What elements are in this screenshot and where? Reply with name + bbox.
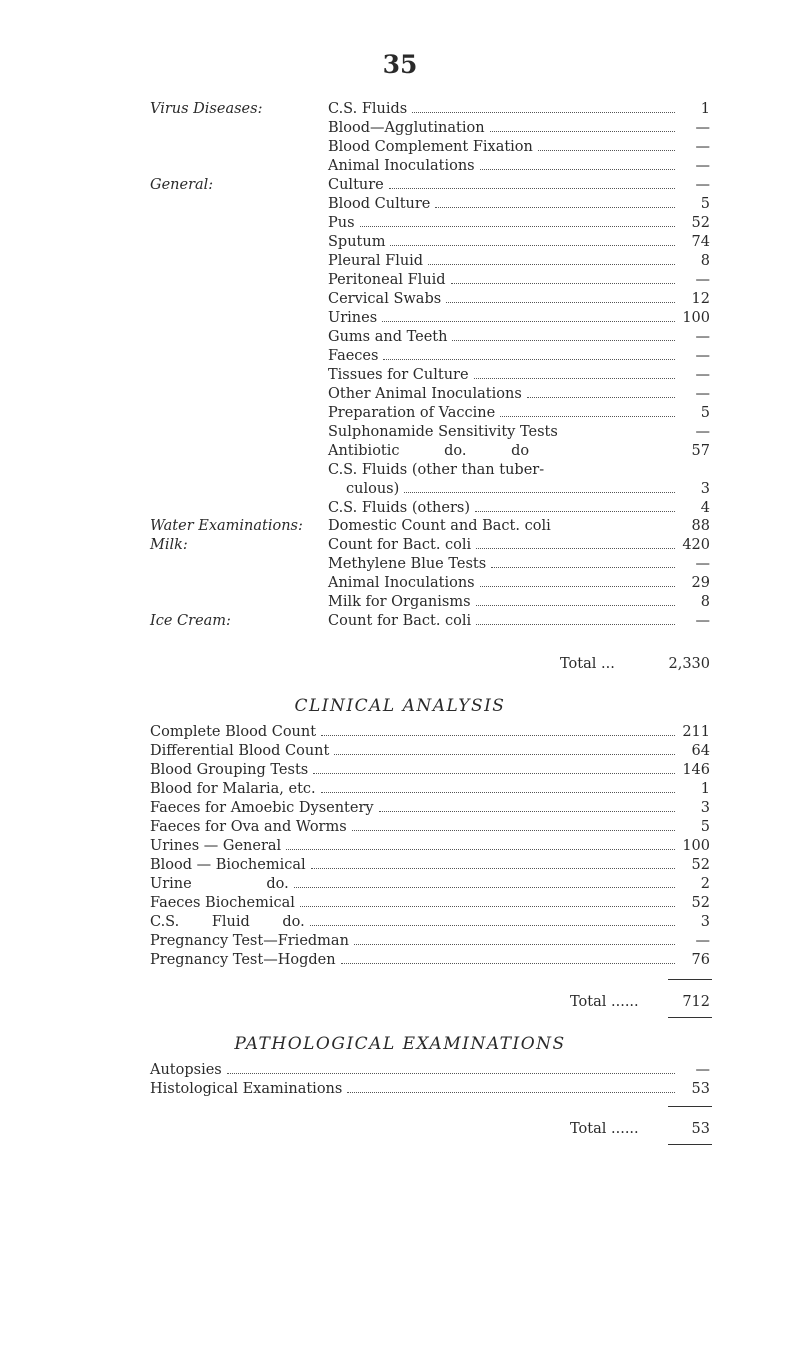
item-label: Faeces for Amoebic Dysentery bbox=[150, 800, 374, 816]
item-label: Peritoneal Fluid bbox=[328, 272, 446, 288]
table-row bbox=[328, 157, 710, 176]
item-value: 29 bbox=[691, 575, 710, 591]
table-row bbox=[328, 100, 710, 119]
item-value: — bbox=[695, 120, 710, 136]
item-value: — bbox=[695, 613, 710, 629]
item-label: Gums and Teeth bbox=[328, 329, 448, 345]
table-row bbox=[328, 385, 710, 404]
item-value: 100 bbox=[682, 838, 710, 854]
table-row bbox=[328, 536, 710, 555]
item-value: 5 bbox=[700, 196, 710, 212]
item-label: Count for Bact. coli bbox=[328, 537, 472, 553]
item-value: 88 bbox=[691, 518, 710, 534]
item-value: — bbox=[695, 158, 710, 174]
item-value: 146 bbox=[682, 762, 710, 778]
item-label: Faeces for Ova and Worms bbox=[150, 819, 347, 835]
item-value: — bbox=[695, 1062, 710, 1078]
item-value: 52 bbox=[691, 895, 710, 911]
table-row bbox=[150, 723, 710, 742]
item-value: 100 bbox=[682, 310, 710, 326]
item-value: 52 bbox=[691, 215, 710, 231]
category-ice-cream: Ice Cream: bbox=[150, 613, 231, 629]
item-label: Blood Complement Fixation bbox=[328, 139, 533, 155]
table-row bbox=[150, 894, 710, 913]
item-label: Blood—Agglutination bbox=[328, 120, 485, 136]
total-label: Total ...... bbox=[570, 994, 639, 1010]
table-row bbox=[328, 555, 710, 574]
item-label: Faeces bbox=[328, 348, 379, 364]
table-row bbox=[150, 932, 710, 951]
item-label: Autopsies bbox=[150, 1062, 222, 1078]
table-row bbox=[328, 290, 710, 309]
table-row bbox=[328, 176, 710, 195]
category-general: General: bbox=[150, 177, 214, 193]
item-value: 3 bbox=[700, 800, 710, 816]
item-value: — bbox=[695, 386, 710, 402]
total-rule bbox=[668, 979, 712, 980]
category-water-examinations: Water Examinations: bbox=[150, 518, 303, 534]
item-label: Sputum bbox=[328, 234, 386, 250]
table-row bbox=[328, 499, 710, 518]
total-value: 53 bbox=[691, 1121, 710, 1137]
table-row bbox=[328, 195, 710, 214]
table-row bbox=[150, 1061, 710, 1080]
table-row bbox=[328, 309, 710, 328]
total-value: 712 bbox=[682, 994, 710, 1010]
category-virus-diseases: Virus Diseases: bbox=[150, 101, 263, 117]
table-row bbox=[328, 442, 710, 461]
item-label: C.S. Fluids bbox=[328, 101, 408, 117]
bacteriology-total bbox=[560, 655, 710, 674]
item-value: — bbox=[695, 139, 710, 155]
item-value: 74 bbox=[691, 234, 710, 250]
item-value: 76 bbox=[691, 952, 710, 968]
item-value: 5 bbox=[700, 405, 710, 421]
table-row bbox=[346, 480, 710, 499]
item-label: Domestic Count and Bact. coli bbox=[328, 518, 551, 534]
item-label: Blood for Malaria, etc. bbox=[150, 781, 316, 797]
pathological-total bbox=[570, 1120, 710, 1139]
item-label: Pregnancy Test—Friedman bbox=[150, 933, 349, 949]
item-label: Tissues for Culture bbox=[328, 367, 469, 383]
item-label: Pus bbox=[328, 215, 355, 231]
table-row bbox=[328, 423, 710, 442]
item-label: C.S. Fluids (other than tuber- bbox=[328, 462, 545, 478]
table-row bbox=[150, 951, 710, 970]
item-value: 3 bbox=[700, 914, 710, 930]
item-value: 2 bbox=[700, 876, 710, 892]
table-row bbox=[328, 119, 710, 138]
item-value: — bbox=[695, 556, 710, 572]
item-label: Histological Examinations bbox=[150, 1081, 343, 1097]
item-label: Antibiotic do. do bbox=[328, 443, 530, 459]
item-label: Animal Inoculations bbox=[328, 575, 475, 591]
total-rule bbox=[668, 1144, 712, 1145]
item-label: Other Animal Inoculations bbox=[328, 386, 522, 402]
item-label: Urines — General bbox=[150, 838, 282, 854]
item-label: Preparation of Vaccine bbox=[328, 405, 496, 421]
table-row bbox=[328, 347, 710, 366]
total-value: 2,330 bbox=[668, 656, 710, 672]
item-label: Urine do. bbox=[150, 876, 289, 892]
item-label: Sulphonamide Sensitivity Tests bbox=[328, 424, 558, 440]
item-value: — bbox=[695, 272, 710, 288]
section-heading-clinical-analysis: CLINICAL ANALYSIS bbox=[294, 696, 506, 716]
total-label: Total ... bbox=[560, 656, 615, 672]
item-label: Blood Grouping Tests bbox=[150, 762, 309, 778]
item-value: — bbox=[695, 348, 710, 364]
table-row bbox=[328, 366, 710, 385]
table-row bbox=[150, 780, 710, 799]
table-row bbox=[328, 252, 710, 271]
table-row bbox=[328, 517, 710, 536]
item-label: Milk for Organisms bbox=[328, 594, 471, 610]
table-row bbox=[150, 837, 710, 856]
item-value: — bbox=[695, 933, 710, 949]
item-value: 12 bbox=[691, 291, 710, 307]
table-row bbox=[150, 913, 710, 932]
table-row bbox=[328, 214, 710, 233]
page-number: 35 bbox=[382, 50, 418, 79]
item-label: C.S. Fluids (others) bbox=[328, 500, 470, 516]
item-label: Culture bbox=[328, 177, 384, 193]
section-heading-pathological-examinations: PATHOLOGICAL EXAMINATIONS bbox=[234, 1034, 566, 1054]
table-row bbox=[150, 742, 710, 761]
item-label: Count for Bact. coli bbox=[328, 613, 472, 629]
item-value: 5 bbox=[700, 819, 710, 835]
item-value: 53 bbox=[691, 1081, 710, 1097]
item-label: Animal Inoculations bbox=[328, 158, 475, 174]
table-row bbox=[150, 761, 710, 780]
item-label: Pregnancy Test—Hogden bbox=[150, 952, 336, 968]
item-value: 52 bbox=[691, 857, 710, 873]
item-label: C.S. Fluid do. bbox=[150, 914, 305, 930]
table-row bbox=[328, 574, 710, 593]
item-value: 8 bbox=[700, 253, 710, 269]
item-label: Cervical Swabs bbox=[328, 291, 442, 307]
item-value: — bbox=[695, 367, 710, 383]
item-label: Blood Culture bbox=[328, 196, 431, 212]
item-value: 64 bbox=[691, 743, 710, 759]
item-label: Faeces Biochemical bbox=[150, 895, 295, 911]
item-value: 420 bbox=[682, 537, 710, 553]
item-value: 1 bbox=[700, 781, 710, 797]
table-row bbox=[328, 233, 710, 252]
table-row bbox=[328, 271, 710, 290]
table-row bbox=[150, 875, 710, 894]
category-milk: Milk: bbox=[150, 537, 188, 553]
item-label: Differential Blood Count bbox=[150, 743, 330, 759]
item-value: 57 bbox=[691, 443, 710, 459]
table-row bbox=[328, 461, 710, 480]
table-row bbox=[328, 328, 710, 347]
item-label: Pleural Fluid bbox=[328, 253, 424, 269]
item-value: — bbox=[695, 424, 710, 440]
total-rule bbox=[668, 1106, 712, 1107]
item-value: 3 bbox=[700, 481, 710, 497]
item-label: Blood — Biochemical bbox=[150, 857, 306, 873]
item-value: 4 bbox=[700, 500, 710, 516]
table-row bbox=[150, 818, 710, 837]
item-value: — bbox=[695, 329, 710, 345]
clinical-total bbox=[570, 993, 710, 1012]
table-row bbox=[328, 593, 710, 612]
item-label: Methylene Blue Tests bbox=[328, 556, 487, 572]
table-row bbox=[150, 1080, 710, 1099]
item-value: — bbox=[695, 177, 710, 193]
total-rule bbox=[668, 1017, 712, 1018]
item-label: Urines bbox=[328, 310, 378, 326]
item-label: culous) bbox=[346, 481, 400, 497]
item-label: Complete Blood Count bbox=[150, 724, 317, 740]
table-row bbox=[150, 799, 710, 818]
table-row bbox=[328, 138, 710, 157]
total-label: Total ...... bbox=[570, 1121, 639, 1137]
table-row bbox=[150, 856, 710, 875]
item-value: 8 bbox=[700, 594, 710, 610]
item-value: 1 bbox=[700, 101, 710, 117]
item-value: 211 bbox=[682, 724, 710, 740]
table-row bbox=[328, 612, 710, 631]
table-row bbox=[328, 404, 710, 423]
